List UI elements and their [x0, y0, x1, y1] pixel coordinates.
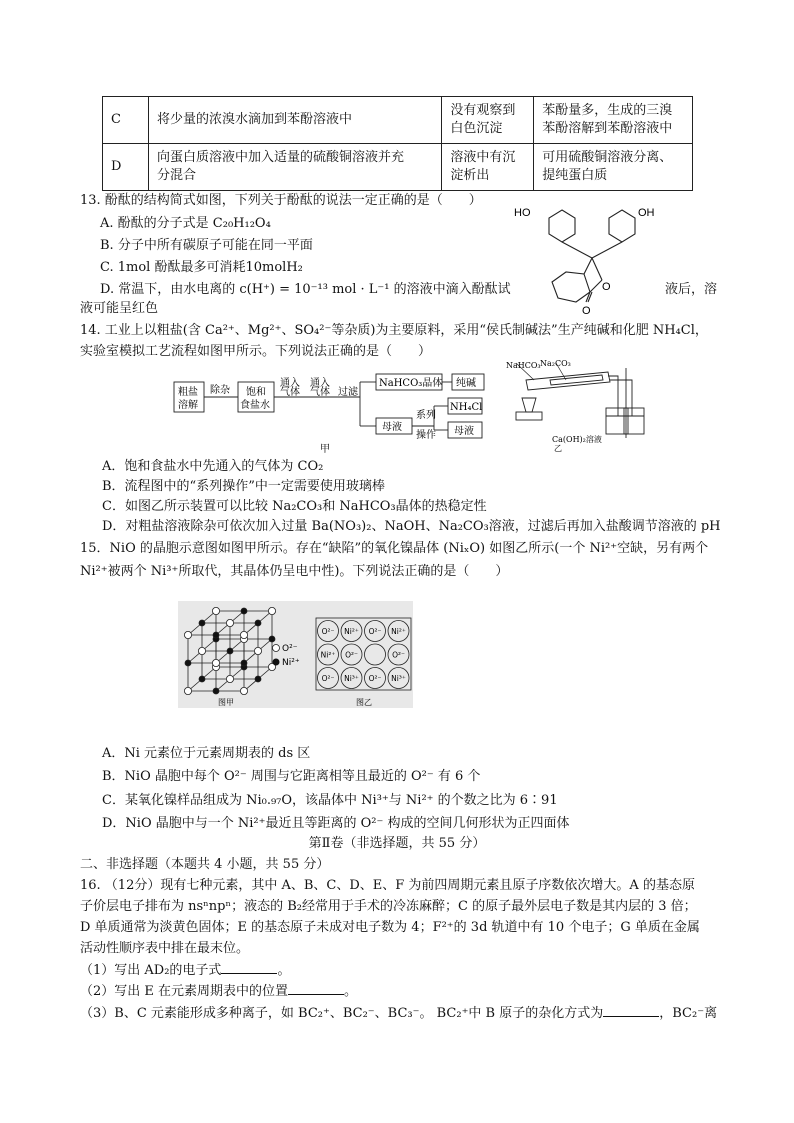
- figure-caption-jia-crystal: 图甲: [218, 698, 234, 707]
- row-phenomenon: 没有观察到 白色沉淀: [442, 97, 534, 144]
- site-label: O²⁻: [321, 674, 335, 683]
- flow-box-mother-liquor-2: 母液: [454, 426, 474, 437]
- oh-label: OH: [638, 207, 655, 219]
- flow-box-mother-liquor: 母液: [382, 422, 402, 433]
- ho-label: HO: [514, 207, 531, 219]
- q14-option-b: B．流程图中的“系列操作”中一定需要使用玻璃棒: [102, 479, 385, 494]
- flow-box-saturated: 饱和: [246, 387, 266, 398]
- q15-stem: 15．NiO 的晶胞示意图如图甲所示。存在“缺陷”的氧化镍晶体 (NiₓO) 如图乙所示(一个 Ni²⁺空缺，另有两个: [80, 541, 709, 556]
- part2-heading: 二、非选择题（本题共 4 小题，共 55 分）: [80, 857, 330, 872]
- q13-option-a: A. 酚酞的分子式是 C₂₀H₁₂O₄: [100, 216, 271, 231]
- flow-step-purify: 除杂: [210, 385, 230, 396]
- nickel-ion: [269, 636, 275, 642]
- q16-sub-3: （3）B、C 元素能形成多种离子，如 BC₂⁺、BC₂⁻、BC₃⁻。 BC₂⁺中 B 原子的杂化方式为 ，BC₂⁻离: [80, 1006, 718, 1021]
- label-na2co3: Na₂CO₃: [540, 359, 571, 368]
- flow-box-dissolve: 溶解: [178, 400, 198, 411]
- q16-paragraph-2: 子价层电子排布为 nsⁿnpⁿ；液态的 B₂经常用于手术的冷冻麻醉；C 的原子最外层电子数是其内层的 3 倍；: [80, 899, 697, 914]
- nickel-ion: [199, 676, 205, 682]
- flow-step-series-a: 系列: [416, 410, 436, 421]
- flow-box-brine: 食盐水: [240, 400, 270, 411]
- flow-box-crude-salt: 粗盐: [178, 387, 198, 398]
- row-label: C: [103, 97, 149, 144]
- site-label: Ni³⁺: [344, 674, 359, 683]
- q14-option-d: D．对粗盐溶液除杂可依次加入过量 Ba(NO₃)₂、NaOH、Na₂CO₃溶液，过滤后再加入盐酸调节溶液的 pH: [102, 519, 721, 534]
- table-row: [103, 97, 693, 144]
- flow-gas1-a: 通入: [280, 378, 300, 389]
- site-label: O²⁻: [392, 650, 405, 660]
- flowchart-jia: [172, 368, 488, 454]
- nickel-ion: [255, 620, 261, 626]
- site-label: O²⁻: [368, 627, 382, 636]
- nickel-ion: [213, 632, 219, 638]
- q15-stem-cont: Ni²⁺被两个 Ni³⁺所取代，其晶体仍呈电中性)。下列说法正确的是（ ）: [80, 564, 509, 579]
- site-label: O²⁻: [368, 674, 382, 683]
- nickel-ion: [241, 608, 247, 614]
- ring-oxygen-label: O: [602, 281, 611, 293]
- nickel-ion: [199, 620, 205, 626]
- row-conclusion: 可用硫酸铜溶液分离、 提纯蛋白质: [534, 144, 693, 191]
- flow-step-filter: 过滤: [338, 387, 358, 398]
- flow-gas1-b: 气体: [280, 387, 300, 398]
- q14-option-a: A．饱和食盐水中先通入的气体为 CO₂: [102, 459, 324, 474]
- site-label: Ni²⁺: [320, 650, 336, 660]
- answer-blank[interactable]: [221, 961, 277, 974]
- apparatus-yi: [506, 358, 646, 452]
- row-operation: 向蛋白质溶液中加入适量的硫酸铜溶液并充 分混合: [148, 144, 441, 191]
- lattice-site: [365, 644, 386, 665]
- site-label: O²⁻: [321, 627, 335, 636]
- figure-caption-jia: 甲: [320, 444, 330, 454]
- q15-option-a: A．Ni 元素位于元素周期表的 ds 区: [102, 746, 311, 761]
- row-phenomenon: 溶液中有沉 淀析出: [442, 144, 534, 191]
- nickel-ion: [213, 688, 219, 694]
- q16-paragraph-1: 16. （12分）现有七种元素，其中 A、B、C、D、E、F 为前四周期元素且原子序数依次增大。A 的基态原: [80, 878, 695, 893]
- row-operation: 将少量的浓溴水滴加到苯酚溶液中: [148, 97, 441, 144]
- answer-blank[interactable]: [603, 1004, 659, 1017]
- q13-option-d-cont: 液后，溶: [665, 282, 718, 297]
- options-table: [102, 96, 693, 191]
- flow-box-soda-ash: 纯碱: [456, 378, 476, 389]
- q13-option-d-end: 液可能呈红色: [80, 301, 159, 316]
- q16-paragraph-3: D 单质通常为淡黄色固体；E 的基态原子未成对电子数为 4；F²⁺的 3d 轨道中有 10 个电子；G 单质在金属: [80, 920, 700, 935]
- site-label: Ni²⁺: [391, 627, 406, 636]
- q13-option-c: C. 1mol 酚酞最多可消耗10molH₂: [100, 260, 303, 275]
- q16-sub-2: （2）写出 E 在元素周期表中的位置 。: [80, 984, 358, 999]
- oxide-ion: [254, 647, 261, 654]
- oxide-ion: [184, 687, 191, 694]
- nickel-ion: [185, 660, 191, 666]
- oxide-ion: [212, 607, 219, 614]
- section2-title: 第Ⅱ卷（非选择题，共 55 分）: [308, 836, 486, 851]
- oxide-ion: [226, 675, 233, 682]
- figure-caption-yi: 乙: [554, 444, 562, 452]
- flow-gas2-b: 气体: [310, 387, 330, 398]
- oxide-ion: [198, 647, 205, 654]
- oxide-ion: [212, 659, 219, 666]
- oxide-ion: [240, 687, 247, 694]
- answer-blank[interactable]: [288, 982, 344, 995]
- q16-sub-1: （1）写出 AD₂的电子式 。: [80, 963, 291, 978]
- q15-option-d: D．NiO 晶胞中与一个 Ni²⁺最近且等距离的 O²⁻ 构成的空间几何形状为正四面体: [102, 816, 570, 831]
- legend-nickel-ion: Ni²⁺: [282, 658, 300, 668]
- label-nahco3: NaHCO₃: [506, 361, 541, 370]
- q14-stem-cont: 实验室模拟工艺流程如图甲所示。下列说法正确的是（ ）: [80, 344, 432, 359]
- phenolphthalein-structure: [510, 198, 670, 316]
- site-label: Ni³⁺: [391, 674, 406, 683]
- table-row: [103, 144, 693, 191]
- flow-box-nahco3: NaHCO₃晶体: [379, 378, 443, 389]
- q14-stem: 14. 工业上以粗盐(含 Ca²⁺、Mg²⁺、SO₄²⁻等杂质)为主要原料，采用“侯氏制碱法”生产纯碱和化肥 NH₄Cl，: [80, 323, 708, 338]
- keto-oxygen-label: O: [582, 305, 591, 316]
- figure-caption-yi-crystal: 图乙: [356, 698, 372, 707]
- row-conclusion: 苯酚量多，生成的三溴 苯酚溶解到苯酚溶液中: [534, 97, 693, 144]
- nickel-ion: [241, 660, 247, 666]
- nio-crystal-figure: [178, 601, 413, 708]
- oxide-ion: [226, 619, 233, 626]
- q13-stem: 13. 酚酞的结构简式如图，下列关于酚酞的说法一定正确的是（ ）: [80, 193, 482, 208]
- oxide-ion: [268, 607, 275, 614]
- flow-gas2-a: 通入: [310, 378, 330, 389]
- nickel-ion: [255, 676, 261, 682]
- oxide-ion: [184, 631, 191, 638]
- row-label: D: [103, 144, 149, 191]
- nickel-ion: [227, 648, 233, 654]
- site-label: Ni²⁺: [344, 627, 359, 636]
- q13-option-b: B. 分子中所有碳原子可能在同一平面: [100, 238, 313, 253]
- flow-box-nh4cl: NH₄Cl: [450, 402, 483, 413]
- q14-option-c: C．如图乙所示装置可以比较 Na₂CO₃和 NaHCO₃晶体的热稳定性: [102, 499, 487, 514]
- q15-option-b: B．NiO 晶胞中每个 O²⁻ 周围与它距离相等且最近的 O²⁻ 有 6 个: [102, 769, 481, 784]
- legend-oxygen-ion: O²⁻: [282, 644, 298, 654]
- label-caoh2: Ca(OH)₂溶液: [552, 435, 602, 444]
- q16-paragraph-4: 活动性顺序表中排在最末位。: [80, 941, 250, 956]
- oxide-ion: [240, 631, 247, 638]
- site-label: O²⁻: [345, 650, 358, 660]
- q13-option-d: D. 常温下，由水电离的 c(H⁺) = 10⁻¹³ mol · L⁻¹ 的溶液中滴入酚酞试: [100, 282, 511, 297]
- flow-step-series-b: 操作: [416, 430, 436, 441]
- q15-option-c: C．某氧化镍样品组成为 Ni₀.₉₇O，该晶体中 Ni³⁺与 Ni²⁺ 的个数之比为 6∶91: [102, 793, 558, 808]
